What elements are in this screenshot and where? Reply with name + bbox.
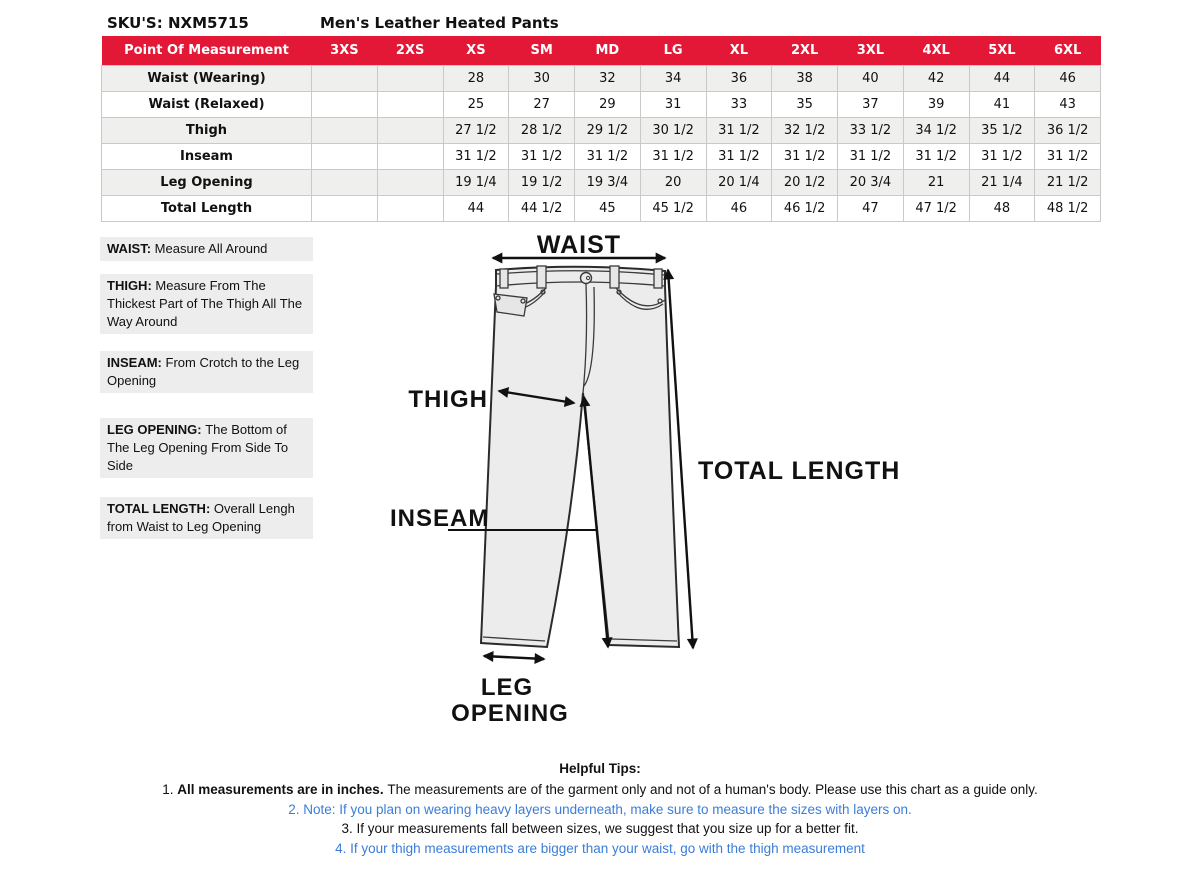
cell-value: 47 [838, 196, 904, 222]
cell-value: 44 [969, 66, 1035, 92]
cell-value: 30 1/2 [640, 118, 706, 144]
cell-value: 31 1/2 [903, 144, 969, 170]
cell-value [377, 144, 443, 170]
cell-value: 35 1/2 [969, 118, 1035, 144]
cell-value: 20 [640, 170, 706, 196]
sku-label: SKU'S: NXM5715 [107, 14, 249, 32]
column-header-xl: XL [706, 36, 772, 66]
column-header-lg: LG [640, 36, 706, 66]
cell-value [312, 144, 378, 170]
cell-value: 31 1/2 [575, 144, 641, 170]
cell-value: 27 1/2 [443, 118, 509, 144]
cell-value [377, 92, 443, 118]
definition-inseam [100, 351, 313, 393]
cell-value: 31 1/2 [838, 144, 904, 170]
cell-value: 32 [575, 66, 641, 92]
cell-value [312, 66, 378, 92]
column-header-point-of-measurement: Point Of Measurement [102, 36, 312, 66]
cell-value: 48 1/2 [1035, 196, 1101, 222]
definition-text: Overall Lengh from Waist to Leg Opening [107, 501, 295, 534]
tip-4: 4. If your thigh measurements are bigger than your waist, go with the thigh measurement [335, 840, 865, 856]
definition-text: From Crotch to the Leg Opening [107, 355, 300, 388]
cell-value [377, 196, 443, 222]
row-label: Leg Opening [102, 170, 312, 196]
pants-illustration [481, 266, 679, 647]
leg-opening-label-line2: OPENING [451, 700, 569, 727]
cell-value: 44 [443, 196, 509, 222]
cell-value [312, 196, 378, 222]
table-body [102, 66, 1101, 222]
cell-value: 31 1/2 [706, 144, 772, 170]
cell-value: 31 1/2 [969, 144, 1035, 170]
table-row-total-length [102, 196, 1101, 222]
product-title: Men's Leather Heated Pants [320, 14, 559, 32]
cell-value: 45 1/2 [640, 196, 706, 222]
column-header-5xl: 5XL [969, 36, 1035, 66]
row-label: Waist (Wearing) [102, 66, 312, 92]
row-label: Inseam [102, 144, 312, 170]
table-row-inseam [102, 144, 1101, 170]
cell-value: 32 1/2 [772, 118, 838, 144]
column-header-3xl: 3XL [838, 36, 904, 66]
column-header-md: MD [575, 36, 641, 66]
cell-value: 25 [443, 92, 509, 118]
row-label: Waist (Relaxed) [102, 92, 312, 118]
tip-2: 2. Note: If you plan on wearing heavy layers underneath, make sure to measure the sizes with layers on. [288, 801, 912, 817]
cell-value: 34 [640, 66, 706, 92]
definition-waist [100, 237, 313, 261]
cell-value: 29 1/2 [575, 118, 641, 144]
column-header-2xs: 2XS [377, 36, 443, 66]
cell-value: 46 1/2 [772, 196, 838, 222]
cell-value: 19 1/2 [509, 170, 575, 196]
cell-value: 44 1/2 [509, 196, 575, 222]
table-row-waist-relaxed [102, 92, 1101, 118]
tip-1: 1. All measurements are in inches. The measurements are of the garment only and not of a human's body. Please use this chart as a guide only. [162, 782, 1038, 797]
column-header-3xs: 3XS [312, 36, 378, 66]
cell-value: 20 1/2 [772, 170, 838, 196]
definition-thigh [100, 274, 313, 334]
cell-value [377, 118, 443, 144]
cell-value: 27 [509, 92, 575, 118]
total-length-label: TOTAL LENGTH [698, 457, 900, 485]
cell-value: 28 1/2 [509, 118, 575, 144]
definition-term: TOTAL LENGTH: [107, 501, 214, 516]
cell-value: 38 [772, 66, 838, 92]
tips-list [0, 782, 1200, 856]
cell-value: 30 [509, 66, 575, 92]
tip-3: 3. If your measurements fall between sizes, we suggest that you size up for a better fit. [341, 821, 859, 836]
cell-value: 31 [640, 92, 706, 118]
cell-value: 37 [838, 92, 904, 118]
cell-value: 31 1/2 [509, 144, 575, 170]
cell-value: 36 [706, 66, 772, 92]
inseam-label: INSEAM [390, 505, 490, 532]
cell-value: 31 1/2 [706, 118, 772, 144]
cell-value [377, 66, 443, 92]
cell-value: 46 [706, 196, 772, 222]
thigh-label: THIGH [408, 386, 488, 413]
cell-value: 21 1/2 [1035, 170, 1101, 196]
column-header-sm: SM [509, 36, 575, 66]
cell-value: 20 1/4 [706, 170, 772, 196]
waist-label: WAIST [536, 231, 622, 259]
cell-value: 31 1/2 [1035, 144, 1101, 170]
cell-value: 39 [903, 92, 969, 118]
cell-value: 36 1/2 [1035, 118, 1101, 144]
cell-value: 48 [969, 196, 1035, 222]
cell-value: 20 3/4 [838, 170, 904, 196]
column-header-2xl: 2XL [772, 36, 838, 66]
cell-value: 34 1/2 [903, 118, 969, 144]
column-header-xs: XS [443, 36, 509, 66]
cell-value [377, 170, 443, 196]
cell-value: 31 1/2 [772, 144, 838, 170]
cell-value [312, 118, 378, 144]
cell-value: 45 [575, 196, 641, 222]
cell-value: 21 1/4 [969, 170, 1035, 196]
row-label: Thigh [102, 118, 312, 144]
size-chart-table [101, 36, 1101, 222]
definition-term: INSEAM: [107, 355, 166, 370]
cell-value: 33 1/2 [838, 118, 904, 144]
tips-title: Helpful Tips: [559, 761, 641, 776]
row-label: Total Length [102, 196, 312, 222]
cell-value: 43 [1035, 92, 1101, 118]
cell-value: 35 [772, 92, 838, 118]
table-header-row [102, 36, 1101, 66]
pants-diagram [380, 230, 900, 750]
leg-opening-label-line1: LEG [480, 674, 534, 701]
leg-opening-arrow [484, 656, 544, 659]
cell-value: 42 [903, 66, 969, 92]
cell-value [312, 170, 378, 196]
cell-value: 28 [443, 66, 509, 92]
cell-value: 21 [903, 170, 969, 196]
cell-value: 31 1/2 [443, 144, 509, 170]
table-row-thigh [102, 118, 1101, 144]
column-header-4xl: 4XL [903, 36, 969, 66]
cell-value: 47 1/2 [903, 196, 969, 222]
cell-value: 40 [838, 66, 904, 92]
definition-term: THIGH: [107, 278, 156, 293]
cell-value: 19 1/4 [443, 170, 509, 196]
cell-value: 29 [575, 92, 641, 118]
helpful-tips [0, 761, 1200, 860]
table-row-waist-wearing [102, 66, 1101, 92]
table-row-leg-opening [102, 170, 1101, 196]
cell-value: 19 3/4 [575, 170, 641, 196]
definition-leg-opening [100, 418, 313, 478]
definition-term: LEG OPENING: [107, 422, 206, 437]
cell-value: 41 [969, 92, 1035, 118]
definition-text: The Bottom of The Leg Opening From Side To Side [107, 422, 289, 473]
cell-value: 31 1/2 [640, 144, 706, 170]
definition-term: WAIST: [107, 241, 155, 256]
cell-value: 33 [706, 92, 772, 118]
pants-outline [481, 267, 679, 647]
column-header-6xl: 6XL [1035, 36, 1101, 66]
cell-value [312, 92, 378, 118]
cell-value: 46 [1035, 66, 1101, 92]
definition-text: Measure From The Thickest Part of The Thigh All The Way Around [107, 278, 303, 329]
definition-text: Measure All Around [154, 241, 268, 256]
definition-total-length [100, 497, 313, 539]
